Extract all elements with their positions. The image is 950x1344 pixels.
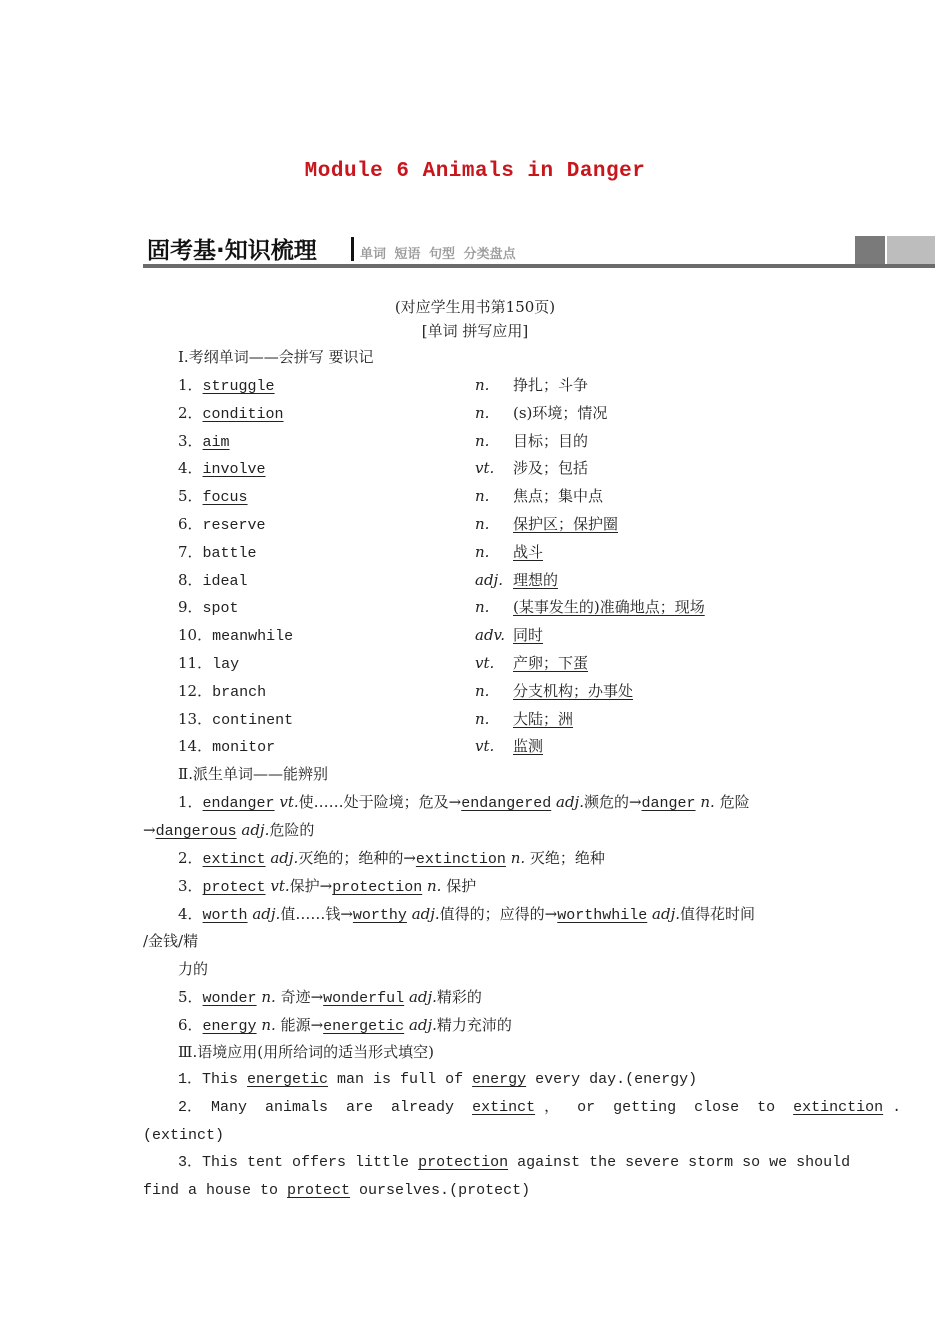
item-number: 6． — [178, 515, 203, 533]
item-number: 1． — [178, 376, 203, 394]
meaning: 危险 — [719, 793, 750, 811]
part-of-speech: n. — [700, 793, 715, 811]
part-of-speech: vt. — [475, 737, 495, 756]
given-word: battle — [202, 544, 257, 562]
vocab-word — [178, 625, 293, 647]
section-header-title: 固考基·知识梳理 — [147, 238, 317, 264]
item-number: 3． — [178, 1154, 203, 1171]
vocab-word — [178, 681, 266, 703]
answer-meaning: 大陆；洲 — [513, 709, 574, 728]
answer-word: extinct — [472, 1099, 536, 1116]
given-word: branch — [212, 683, 267, 701]
section3-heading: Ⅲ.语境应用(用所给词的适当形式填空) — [178, 1043, 434, 1061]
vocab-word — [178, 514, 266, 536]
answer-word: worth — [202, 907, 248, 924]
context-sentence-3-cont — [143, 1181, 530, 1201]
header-rule — [143, 264, 935, 268]
answer-word: worthy — [352, 907, 407, 924]
header-dark-block — [855, 236, 885, 264]
answer-word: energetic — [247, 1071, 329, 1088]
meaning: 奇迹→ — [280, 988, 324, 1006]
item-number: 4． — [178, 905, 203, 923]
given-word: lay — [212, 656, 240, 673]
given-meaning: (s)环境；情况 — [513, 403, 608, 422]
page-title: Module 6 Animals in Danger — [304, 160, 646, 183]
item-number: 2． — [178, 849, 203, 867]
item-number: 1． — [178, 793, 203, 811]
part-of-speech: vt. — [279, 793, 299, 811]
answer-word: endangered — [461, 795, 552, 812]
part-of-speech: n. — [475, 709, 490, 728]
vocab-word — [178, 431, 230, 453]
sentence-text: This — [202, 1071, 248, 1088]
given-meaning: 挣扎；斗争 — [513, 376, 589, 394]
meaning: 灭绝的；绝种的→ — [298, 849, 416, 867]
meaning: 值得的；应得的→ — [439, 905, 558, 923]
derived-item-4 — [178, 904, 755, 926]
part-of-speech: adj. — [270, 849, 299, 867]
given-word: monitor — [212, 739, 276, 757]
part-of-speech: n. — [475, 515, 490, 533]
answer-word: extinction — [793, 1099, 884, 1116]
part-of-speech: n. — [475, 681, 490, 700]
part-of-speech: n. — [475, 431, 490, 450]
vocab-word — [178, 597, 239, 619]
answer-word: danger — [641, 795, 696, 812]
part-of-speech: n. — [475, 598, 490, 617]
sentence-text: every day.(energy) — [526, 1071, 698, 1088]
vocab-word — [178, 709, 293, 731]
part-of-speech: adj. — [556, 793, 584, 811]
answer-word: struggle — [202, 378, 275, 395]
vocab-word — [178, 403, 284, 425]
item-number: 10． — [178, 626, 213, 645]
part-of-speech: n. — [427, 877, 442, 895]
answer-meaning: 监测 — [513, 737, 544, 756]
answer-word: protect — [287, 1182, 351, 1199]
item-number: 6． — [178, 1016, 203, 1034]
item-number: 9． — [178, 598, 203, 617]
meaning: 濒危的→ — [583, 793, 642, 811]
answer-meaning: (某事发生的)准确地点；现场 — [513, 598, 705, 617]
meaning: 值……钱→ — [280, 905, 353, 923]
vocab-word — [178, 653, 239, 675]
answer-word: protection — [418, 1154, 509, 1171]
vocab-word — [178, 570, 248, 592]
meaning: 灭绝；绝种 — [529, 849, 605, 867]
part-of-speech: adj. — [408, 1016, 437, 1034]
meaning: 危险的 — [269, 821, 315, 839]
subheading: [单词 拼写应用] — [421, 322, 529, 340]
header-light-block — [887, 236, 935, 264]
item-number: 3． — [178, 877, 203, 895]
part-of-speech: adj. — [408, 988, 437, 1006]
meaning: 保护 — [446, 877, 477, 895]
part-of-speech: n. — [510, 849, 526, 867]
context-sentence-2 — [178, 1098, 901, 1118]
answer-word: condition — [202, 405, 284, 423]
derived-item-5 — [178, 987, 482, 1009]
meaning: 使……处于险境；危及→ — [298, 793, 462, 811]
answer-meaning: 分支机构；办事处 — [513, 681, 634, 700]
answer-meaning: 产卵；下蛋 — [513, 654, 589, 672]
answer-word: extinct — [202, 851, 266, 868]
given-meaning: 涉及；包括 — [513, 459, 589, 478]
answer-word: wonder — [202, 990, 257, 1007]
part-of-speech: n. — [475, 487, 490, 506]
answer-word: energetic — [323, 1018, 405, 1035]
item-number: 4． — [178, 459, 203, 478]
vocab-word — [178, 375, 275, 397]
part-of-speech: n. — [261, 988, 276, 1006]
given-word: ideal — [202, 572, 248, 590]
given-meaning: 目标；目的 — [513, 431, 589, 450]
sentence-text: Many animals are already — [202, 1099, 473, 1116]
answer-word: wonderful — [323, 990, 405, 1007]
context-sentence-2-cont: (extinct) — [143, 1127, 225, 1144]
section2-heading: Ⅱ.派生单词——能辨别 — [178, 765, 328, 783]
item-number: 2． — [178, 403, 203, 422]
arrow: → — [143, 821, 156, 839]
part-of-speech: adj. — [252, 905, 281, 923]
item-number: 14． — [178, 737, 213, 756]
part-of-speech: adj. — [411, 905, 440, 923]
context-sentence-3 — [178, 1153, 850, 1173]
page-reference: (对应学生用书第150页) — [394, 298, 556, 316]
answer-word: extinction — [415, 851, 506, 868]
answer-word: protect — [202, 879, 266, 896]
answer-word: aim — [202, 433, 230, 451]
sentence-text: . — [883, 1099, 902, 1116]
derived-item-4-cont2: 力的 — [178, 960, 209, 978]
item-number: 5． — [178, 988, 203, 1006]
part-of-speech: adj. — [241, 821, 270, 839]
vocab-word — [178, 736, 275, 758]
item-number: 1． — [178, 1071, 203, 1088]
item-number: 8． — [178, 570, 203, 589]
meaning: 值得花时间 — [680, 905, 756, 923]
sentence-text: against the severe storm so we should — [508, 1154, 851, 1171]
given-meaning: 焦点；集中点 — [513, 487, 604, 506]
part-of-speech: n. — [475, 403, 490, 422]
part-of-speech: vt. — [475, 459, 495, 478]
answer-word: worthwhile — [557, 907, 648, 924]
answer-word: protection — [332, 879, 423, 896]
given-word: reserve — [202, 517, 266, 534]
derived-item-3 — [178, 876, 476, 898]
vocab-word — [178, 458, 266, 480]
item-number: 2． — [178, 1099, 203, 1116]
answer-word: dangerous — [155, 823, 237, 840]
sentence-text: man is full of — [328, 1071, 473, 1088]
item-number: 3． — [178, 431, 203, 450]
part-of-speech: adj. — [652, 905, 680, 923]
vocab-word — [178, 542, 257, 564]
item-number: 13． — [178, 709, 213, 728]
answer-word: involve — [202, 461, 266, 479]
derived-item-6 — [178, 1015, 512, 1037]
part-of-speech: n. — [475, 542, 490, 561]
meaning: 精力充沛的 — [436, 1016, 512, 1034]
item-number: 11． — [178, 654, 213, 672]
derived-item-4-cont: /金钱/精 — [143, 932, 199, 950]
answer-word: energy — [472, 1071, 527, 1088]
section-header-band — [143, 232, 935, 270]
given-word: spot — [202, 600, 239, 618]
answer-meaning: 同时 — [513, 626, 544, 645]
given-word: meanwhile — [212, 628, 294, 646]
derived-item-1 — [178, 792, 750, 814]
answer-word: focus — [202, 489, 248, 507]
sentence-text: This tent offers little — [202, 1154, 419, 1171]
sentence-text: ourselves.(protect) — [350, 1182, 531, 1199]
part-of-speech: vt. — [270, 877, 290, 895]
meaning: 精彩的 — [436, 988, 482, 1006]
section1-heading: Ⅰ.考纲单词——会拼写 要识记 — [178, 348, 374, 366]
answer-word: endanger — [202, 795, 275, 812]
answer-meaning: 理想的 — [513, 570, 559, 589]
sentence-text: find a house to — [143, 1182, 288, 1199]
header-divider — [351, 237, 354, 261]
part-of-speech: vt. — [475, 654, 495, 672]
answer-word: energy — [202, 1018, 257, 1035]
item-number: 5． — [178, 487, 203, 506]
item-number: 7． — [178, 542, 203, 561]
vocab-word — [178, 486, 248, 508]
part-of-speech: adj. — [475, 570, 503, 589]
sentence-text: ， or getting close to — [535, 1099, 794, 1116]
part-of-speech: n. — [261, 1016, 276, 1034]
given-word: continent — [212, 711, 294, 729]
meaning: 保护→ — [289, 877, 333, 895]
derived-item-2 — [178, 848, 605, 870]
answer-meaning: 保护区；保护圈 — [513, 515, 619, 533]
meaning: 能源→ — [280, 1016, 324, 1034]
section-header-tabs: 单词 短语 句型 分类盘点 — [360, 247, 516, 262]
part-of-speech: n. — [475, 376, 490, 394]
item-number: 12． — [178, 681, 213, 700]
answer-meaning: 战斗 — [513, 542, 544, 561]
derived-item-1-cont — [143, 820, 314, 842]
part-of-speech: adv. — [475, 626, 506, 645]
context-sentence-1 — [178, 1070, 697, 1090]
